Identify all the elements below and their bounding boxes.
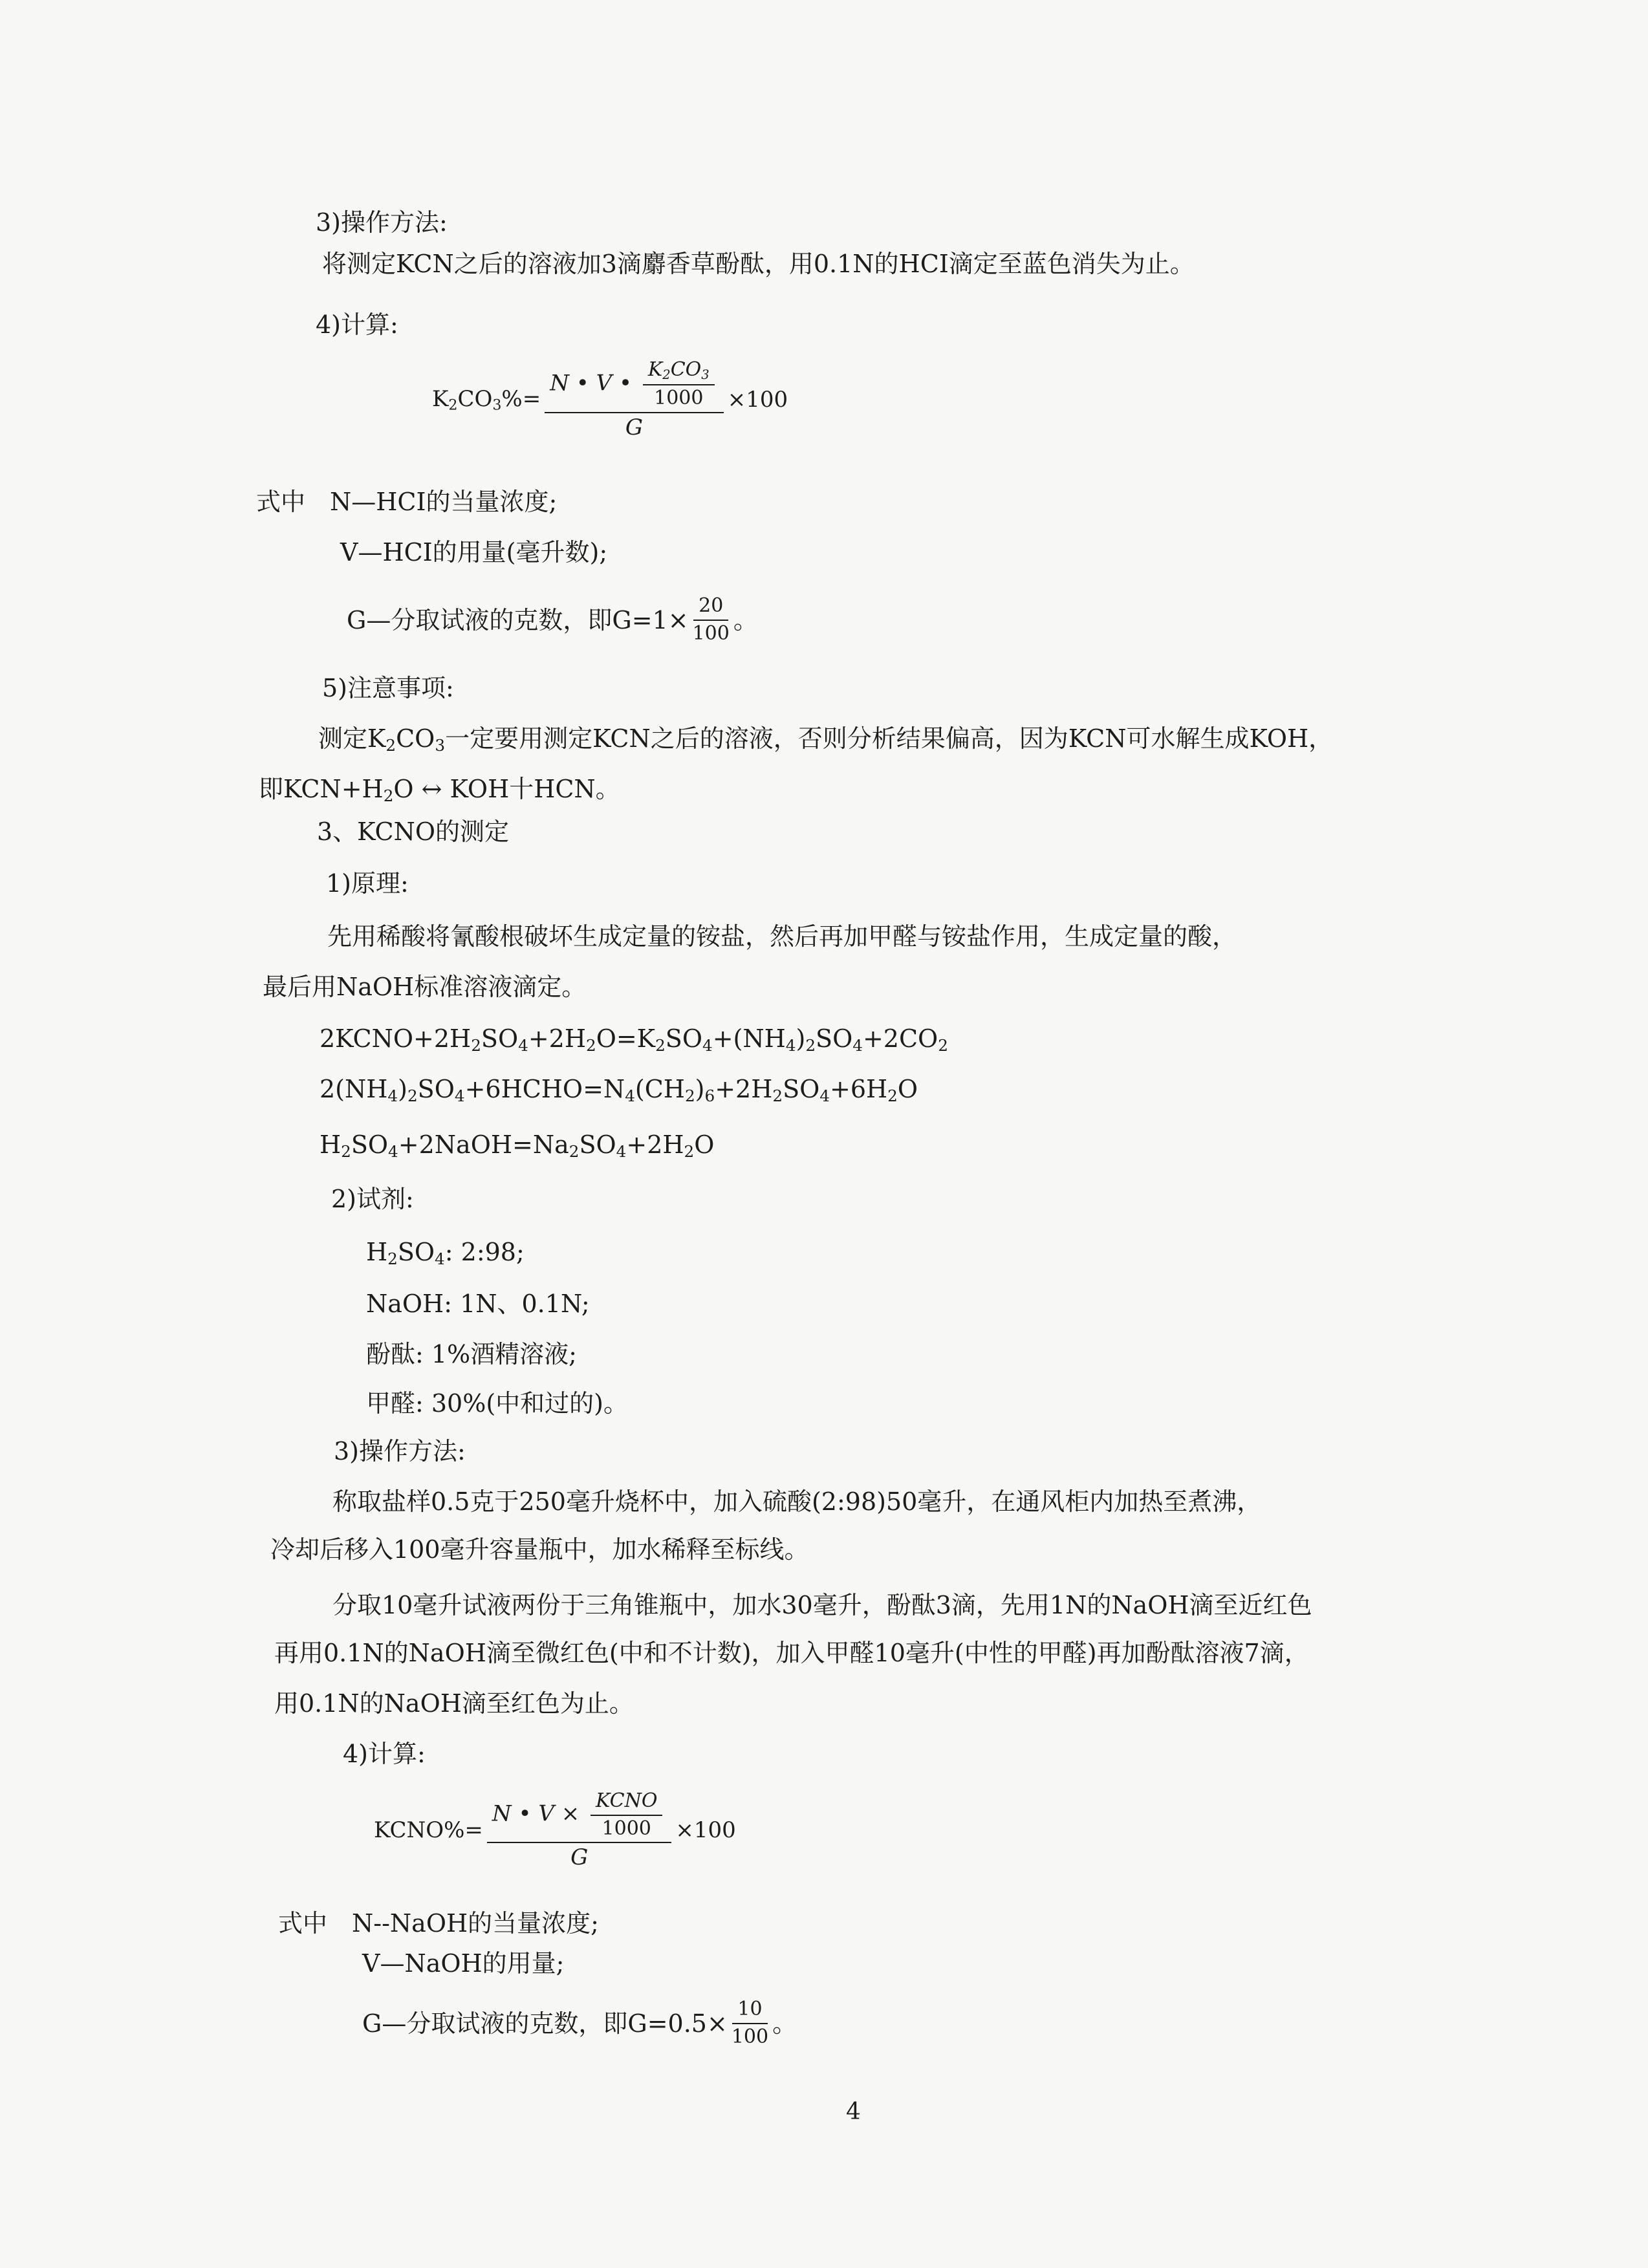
subsection-calculation: 4)计算: [343, 1740, 426, 1768]
definition-n-naoh: 式中 N--NaOH的当量浓度; [278, 1909, 599, 1938]
reagent-h2so4: $H_2SO_4$: 2:98; [366, 1238, 525, 1269]
equation-1: $2KCNO+2H_2SO_4+2H_2O=K_2SO_4+(NH_4)_2SO_4+2CO_2$ [320, 1024, 948, 1055]
formula-k2co3-multiplier: ×100 [727, 386, 788, 413]
definition-v-naoh: V—NaOH的用量; [362, 1949, 565, 1978]
paragraph-notes-2: 即$KCN+H_2O$ ↔ KOH十HCN。 [259, 775, 620, 806]
paragraph-principle-2: 最后用NaOH标准溶液滴定。 [263, 973, 587, 1001]
formula-k2co3: $K_2CO_3\%=$ N • V • $\frac{K_2CO_3}{1000}$ G ×100 [432, 358, 788, 440]
paragraph-procedure-4: 再用0.1N的NaOH滴至微红色(中和不计数)，加入甲醛10毫升(中性的甲醛)再加酚酞溶液7滴， [274, 1639, 1309, 1667]
paragraph-procedure-5: 用0.1N的NaOH滴至红色为止。 [274, 1689, 634, 1718]
formula-kcno: KCNO%= N • V × $\frac{\text{KCNO}}{1000}$ G ×100 [374, 1789, 736, 1870]
paragraph-principle-1: 先用稀酸将氰酸根破坏生成定量的铵盐，然后再加甲醛与铵盐作用，生成定量的酸， [327, 922, 1237, 951]
definition-g-05: G—分取试液的克数，即G=0.5 × $\frac{10}{100}$ 。 [362, 1998, 797, 2048]
paragraph-procedure-2: 冷却后移入100毫升容量瓶中，加水稀释至标线。 [270, 1535, 809, 1564]
reagent-naoh: NaOH: 1N、0.1N; [366, 1290, 590, 1318]
subsection-procedure: 3)操作方法: [334, 1437, 466, 1465]
formula-kcno-multiplier: ×100 [675, 1817, 736, 1844]
page-number: 4 [846, 2099, 861, 2125]
equation-3: $H_2SO_4+2NaOH=Na_2SO_4+2H_2O$ [320, 1130, 715, 1161]
paragraph-notes-1: 测定$K_2CO_3$一定要用测定KCN之后的溶液，否则分析结果偏高，因为KCN可水解生成KOH， [318, 724, 1334, 755]
section-heading-calculation: 4)计算: [316, 310, 398, 339]
definition-g-1: G—分取试液的克数，即G=1 × $\frac{20}{100}$ 。 [347, 594, 758, 645]
section-title-kcno: 3、KCNO的测定 [317, 817, 510, 846]
equation-2: $2(NH_4)_2SO_4+6HCHO=N_4(CH_2)_6+2H_2SO_4+6H_2O$ [320, 1075, 918, 1106]
paragraph-procedure: 将测定KCN之后的溶液加3滴麝香草酚酞，用0.1N的HCI滴定至蓝色消失为止。 [322, 250, 1195, 278]
definition-v-hcl: V—HCI的用量(毫升数); [340, 538, 608, 567]
paragraph-procedure-3: 分取10毫升试液两份于三角锥瓶中，加水30毫升，酚酞3滴，先用1N的NaOH滴至近红色 [332, 1591, 1312, 1619]
definition-n-hcl: 式中 N—HCI的当量浓度; [256, 488, 558, 516]
subsection-reagents: 2)试剂: [331, 1185, 414, 1213]
paragraph-procedure-1: 称取盐样0.5克于250毫升烧杯中，加入硫酸(2:98)50毫升，在通风柜内加热至煮沸， [332, 1487, 1262, 1516]
section-heading-notes: 5)注意事项: [322, 674, 454, 702]
reagent-phenolphthalein: 酚酞: 1%酒精溶液; [366, 1340, 577, 1368]
subsection-principle: 1)原理: [326, 869, 409, 898]
reagent-formaldehyde: 甲醛: 30%(中和过的)。 [366, 1389, 628, 1418]
section-heading-procedure: 3)操作方法: [316, 208, 448, 237]
